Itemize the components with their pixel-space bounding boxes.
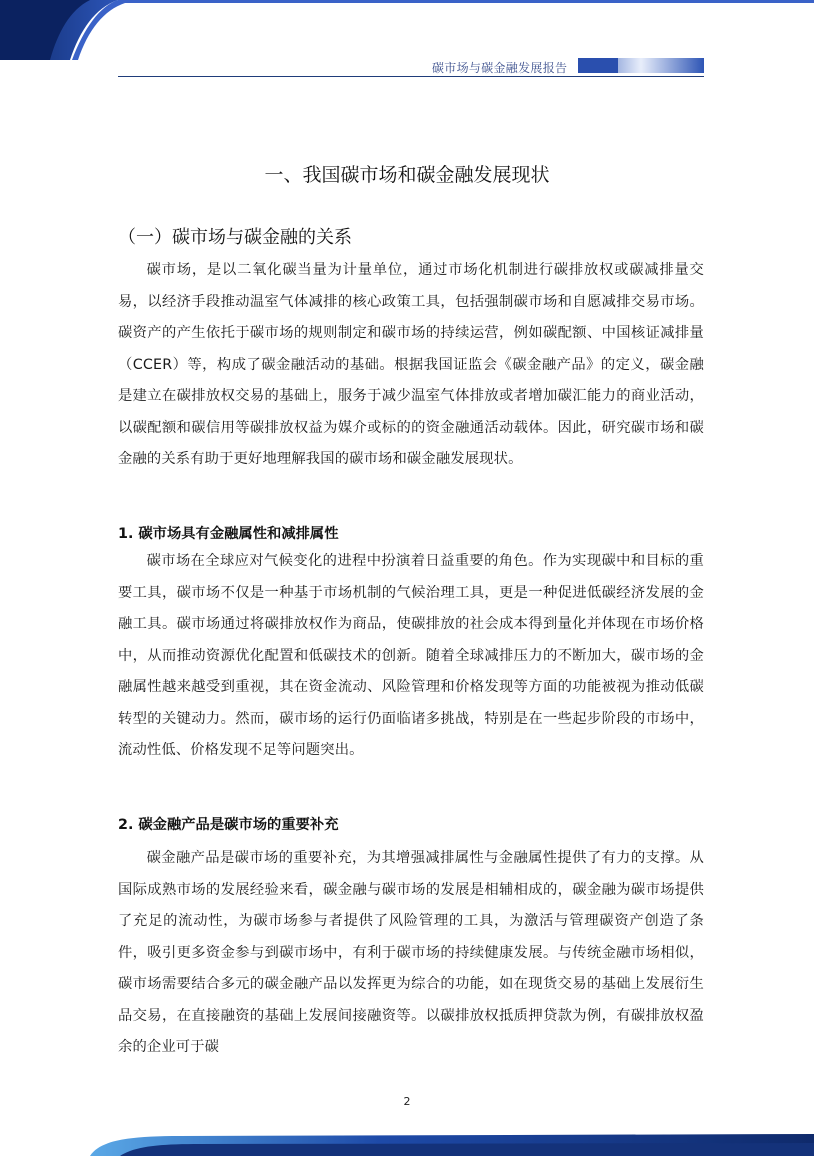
paragraph: 碳市场，是以二氧化碳当量为计量单位，通过市场化机制进行碳排放权或碳减排量交易，以经济手段推动温室气体减排的核心政策工具，包括强制碳市场和自愿减排交易市场。碳资产的产生依托于碳市场的规则制定和碳市场的持续运营，例如碳配额、中国核证减排量（CCER）等，构成了碳金融活动的基础。根据我国证监会《碳金融产品》的定义，碳金融是建立在碳排放权交易的基础上，服务于减少温室气体排放或者增加碳汇能力的商业活动，以碳配额和碳信用等碳排放权益为媒介或标的的资金融通活动载体。因此，研究碳市场和碳金融的关系有助于更好地理解我国的碳市场和碳金融发展现状。 (118, 262, 704, 467)
header-corner-decoration (0, 0, 814, 60)
paragraph: 碳金融产品是碳市场的重要补充，为其增强减排属性与金融属性提供了有力的支撑。从国际成熟市场的发展经验来看，碳金融与碳市场的发展是相辅相成的，碳金融为碳市场提供了充足的流动性，为碳市场参与者提供了风险管理的工具，为激活与管理碳资产创造了条件，吸引更多资金参与到碳市场中，有利于碳市场的持续健康发展。与传统金融市场相似，碳市场需要结合多元的碳金融产品以发挥更为综合的功能，如在现货交易的基础上发展衍生品交易，在直接融资的基础上发展间接融资等。以碳排放权抵质押贷款为例，有碳排放权盈余的企业可于碳 (118, 850, 704, 1055)
sub-heading: 1. 碳市场具有金融属性和减排属性 (118, 526, 339, 542)
header-rule (118, 76, 704, 77)
chapter-title: 一、我国碳市场和碳金融发展现状 (264, 164, 550, 186)
section-title: （一）碳市场与碳金融的关系 (118, 227, 352, 248)
header-gradient-bar (578, 58, 704, 73)
header-title: 碳市场与碳金融发展报告 (432, 61, 568, 75)
footer-wave-decoration (0, 1128, 814, 1156)
sub-heading: 2. 碳金融产品是碳市场的重要补充 (118, 817, 339, 833)
page-number: 2 (403, 1095, 411, 1108)
paragraph: 碳市场在全球应对气候变化的进程中扮演着日益重要的角色。作为实现碳中和目标的重要工具，碳市场不仅是一种基于市场机制的气候治理工具，更是一种促进低碳经济发展的金融工具。碳市场通过将碳排放权作为商品，使碳排放的社会成本得到量化并体现在市场价格中，从而推动资源优化配置和低碳技术的创新。随着全球减排压力的不断加大，碳市场的金融属性越来越受到重视，其在资金流动、风险管理和价格发现等方面的功能被视为推动低碳转型的关键动力。然而，碳市场的运行仍面临诸多挑战，特别是在一些起步阶段的市场中，流动性低、价格发现不足等问题突出。 (118, 553, 704, 758)
